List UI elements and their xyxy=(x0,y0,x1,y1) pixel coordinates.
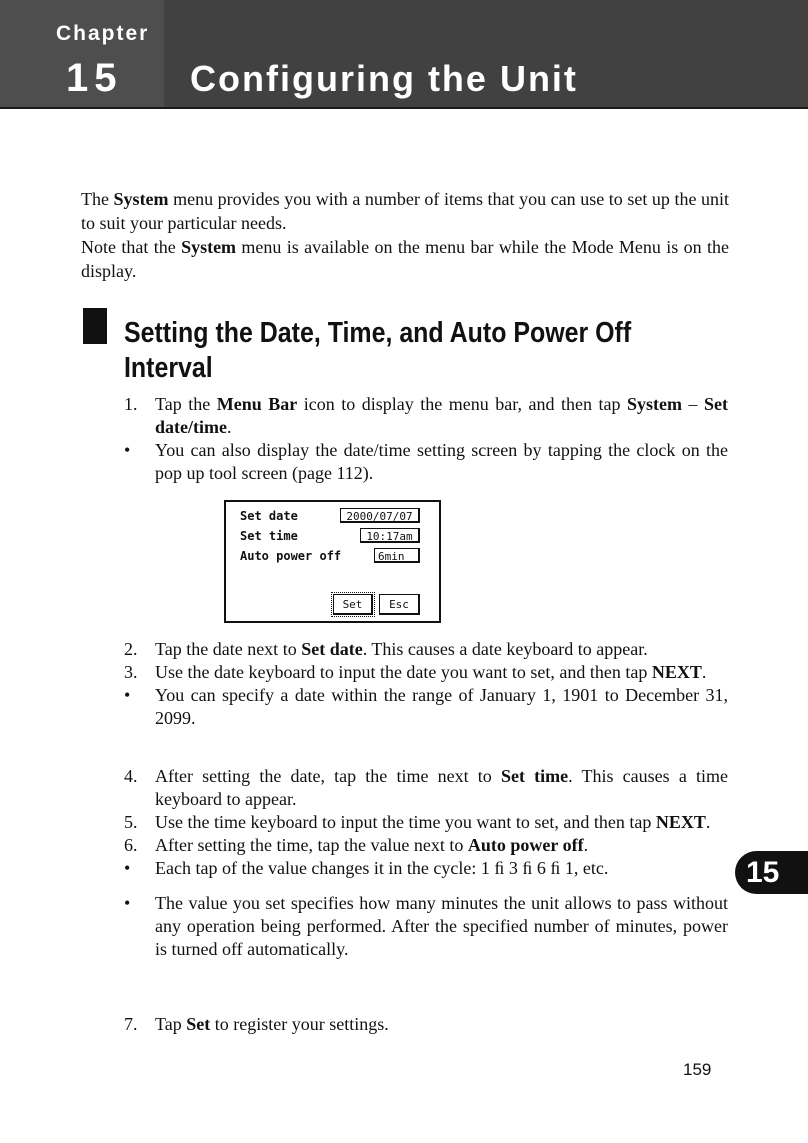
steps-list-c xyxy=(124,765,728,961)
step-bold-term: Set date/time xyxy=(155,394,729,437)
intro-text xyxy=(81,187,729,283)
step-text: to register your settings. xyxy=(210,1014,389,1034)
set-time-field[interactable]: 10:17am xyxy=(360,528,420,543)
step-marker: 6. xyxy=(124,835,138,855)
step-marker: • xyxy=(124,893,131,913)
step-item xyxy=(124,393,728,439)
step-text: . xyxy=(705,812,711,832)
step-text: . This causes a time keyboard to appear. xyxy=(155,766,728,809)
intro-text-run: The xyxy=(81,189,114,209)
intro-text-run: Note that the xyxy=(81,237,182,257)
step-marker: 1. xyxy=(124,394,138,414)
step-bold-term: Auto power off xyxy=(467,835,584,855)
steps-list-d xyxy=(124,1013,728,1036)
step-text: After setting the date, tap the time next to xyxy=(155,766,501,786)
step-marker: 4. xyxy=(124,766,138,786)
bullet-item xyxy=(124,439,728,485)
auto-power-off-field[interactable]: 6min xyxy=(374,548,420,563)
step-bold-term: Set time xyxy=(501,766,569,786)
step-text: . xyxy=(583,835,589,855)
step-text: You can specify a date within the range of January 1, 1901 to December 31, 2099. xyxy=(155,685,728,728)
date-time-dialog-screenshot xyxy=(224,500,441,623)
esc-button[interactable]: Esc xyxy=(379,594,420,615)
step-item xyxy=(124,834,728,857)
auto-power-off-label: Auto power off xyxy=(240,549,342,563)
step-text: Use the time keyboard to input the time you want to set, and then tap xyxy=(155,812,656,832)
bullet-item xyxy=(124,684,728,730)
step-marker: 5. xyxy=(124,812,138,832)
step-text: Each tap of the value changes it in the cycle: 1 ﬁ 3 ﬁ 6 ﬁ 1, etc. xyxy=(155,858,609,878)
step-marker: • xyxy=(124,858,131,878)
step-marker: 7. xyxy=(124,1014,138,1034)
bullet-item xyxy=(124,857,728,880)
step-text: Tap the xyxy=(155,394,217,414)
page-number: 159 xyxy=(683,1060,712,1079)
step-item xyxy=(124,661,728,684)
step-text: After setting the time, tap the value next to xyxy=(155,835,468,855)
step-marker: 2. xyxy=(124,639,138,659)
bullet-item xyxy=(124,892,728,961)
step-text: You can also display the date/time setting screen by tapping the clock on the pop up tool screen (page 112). xyxy=(155,440,728,483)
section-square-marker xyxy=(83,308,107,344)
step-text: The value you set specifies how many minutes the unit allows to pass without any operation being performed. After the specified number of minutes, power is turned off automatically. xyxy=(155,893,728,959)
set-date-label: Set date xyxy=(240,509,298,523)
step-text: icon to display the menu bar, and then tap xyxy=(297,394,628,414)
step-bold-term: System xyxy=(627,394,683,414)
step-bold-term: Menu Bar xyxy=(216,394,298,414)
steps-list-a xyxy=(124,393,728,485)
set-time-label: Set time xyxy=(240,529,298,543)
intro-text-run: menu provides you with a number of items that you can use to set up the unit to suit your particular needs. xyxy=(81,189,729,233)
step-text: Tap xyxy=(155,1014,187,1034)
step-bold-term: Set date xyxy=(301,639,363,659)
set-button[interactable]: Set xyxy=(333,594,373,615)
step-item xyxy=(124,1013,728,1036)
intro-bold-run: System xyxy=(113,189,169,209)
chapter-label-box xyxy=(0,0,164,107)
step-text: Tap the date next to xyxy=(155,639,302,659)
section-title: Setting the Date, Time, and Auto Power Off Interval xyxy=(124,317,632,384)
steps-list-b xyxy=(124,638,728,730)
step-bold-term: NEXT xyxy=(651,662,702,682)
step-text: Use the date keyboard to input the date you want to set, and then tap xyxy=(155,662,652,682)
step-marker: 3. xyxy=(124,662,138,682)
step-bold-term: Set xyxy=(186,1014,211,1034)
chapter-header xyxy=(0,0,808,109)
chapter-title: Configuring the Unit xyxy=(190,58,578,99)
set-date-field[interactable]: 2000/07/07 xyxy=(340,508,420,523)
intro-paragraph-1 xyxy=(81,187,729,235)
step-marker: • xyxy=(124,440,131,460)
step-text: . xyxy=(701,662,707,682)
step-text: – xyxy=(682,394,705,414)
step-text: . xyxy=(226,417,232,437)
chapter-word: Chapter xyxy=(56,22,150,45)
step-text: . This causes a date keyboard to appear. xyxy=(362,639,648,659)
step-item xyxy=(124,638,728,661)
chapter-number: 15 xyxy=(66,56,123,100)
chapter-side-tab: 15 xyxy=(735,851,808,894)
step-item xyxy=(124,811,728,834)
step-marker: • xyxy=(124,685,131,705)
step-item xyxy=(124,765,728,811)
intro-text-run: menu is available on the menu bar while the Mode Menu is on the display. xyxy=(81,237,729,281)
step-bold-term: NEXT xyxy=(655,812,706,832)
intro-bold-run: System xyxy=(181,237,237,257)
intro-paragraph-2 xyxy=(81,235,729,283)
